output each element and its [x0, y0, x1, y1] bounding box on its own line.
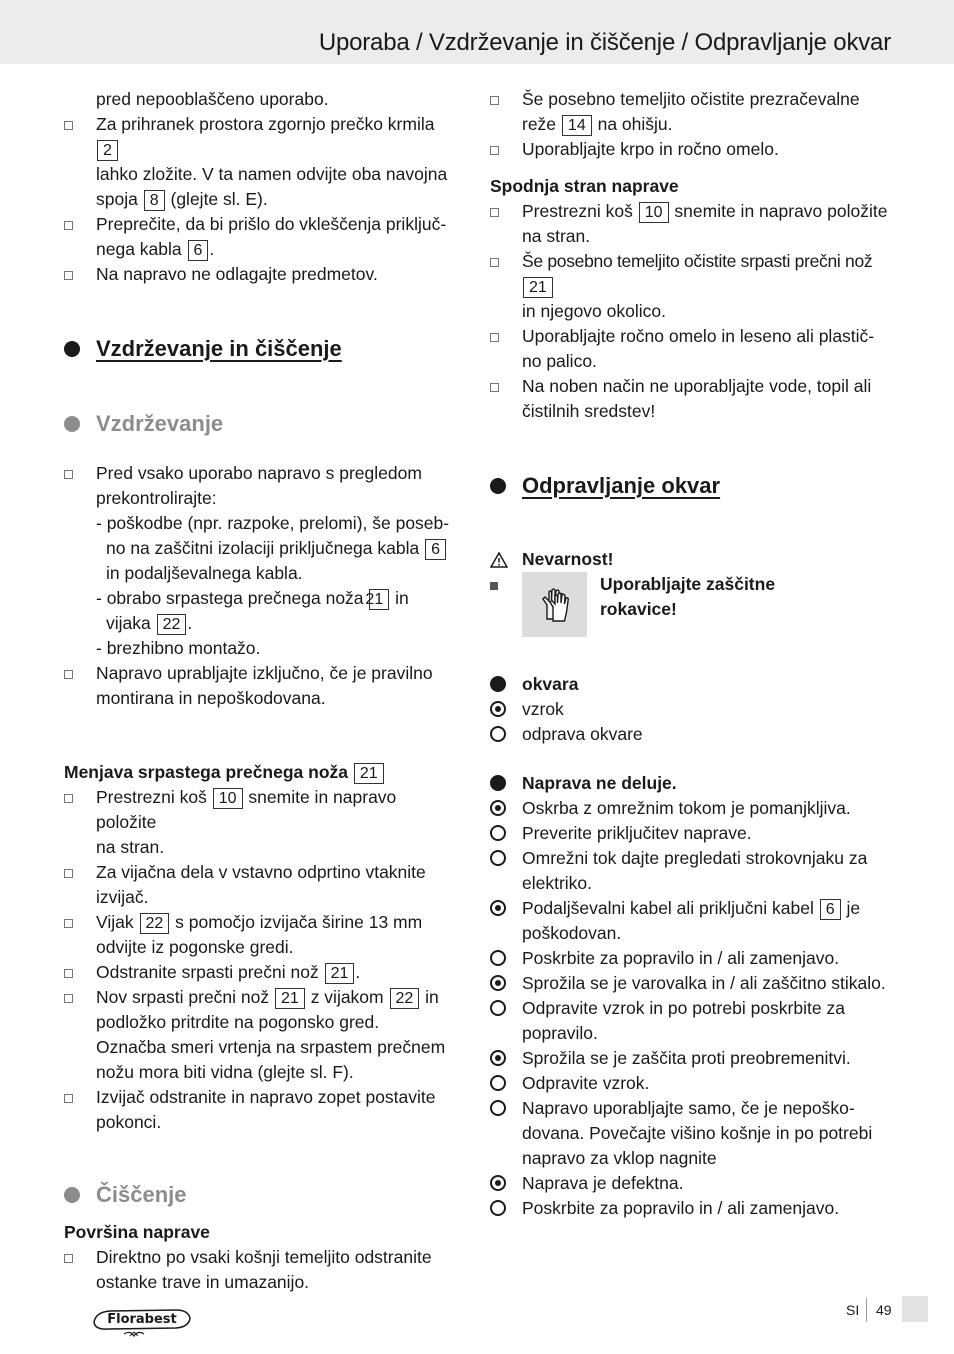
list-item-text: na ohišju. [597, 114, 673, 134]
list-item [64, 985, 454, 1085]
footer-divider [866, 1298, 867, 1322]
list-item-text: pokonci. [96, 1112, 162, 1132]
list-item-text: s pomočjo izvijača širine 13 mm [175, 912, 423, 932]
square-bullet-icon [490, 374, 508, 399]
list-item-text: z vijakom [310, 987, 384, 1007]
list-item-text: čistilnih sredstev! [522, 401, 656, 421]
list-item-text: - obrabo srpastega prečnega noža [96, 588, 364, 608]
square-bullet-icon [64, 112, 82, 137]
list-item-text: Prestrezni koš [96, 787, 207, 807]
fix-row [490, 821, 900, 846]
square-bullet-icon [64, 1085, 82, 1110]
subsection-heading [64, 1180, 454, 1210]
gloves-text-line: Uporabljajte zaščitne [600, 574, 776, 594]
part-number-box: 2 [97, 140, 118, 161]
legend-fault [490, 672, 900, 697]
list-item-text: Preprečite, da bi prišlo do vkleščenja priključ- [96, 214, 447, 234]
list-item-text: Nov srpasti prečni nož [96, 987, 270, 1007]
list-item-text: in [395, 588, 409, 608]
fix-ring-icon [490, 825, 506, 841]
fix-ring-icon [490, 850, 506, 866]
list-item-text: Še posebno temeljito očistite prezračevalne [522, 89, 860, 109]
fix-text: Napravo uporabljajte samo, če je nepoško- [522, 1098, 855, 1118]
list-item [64, 910, 454, 960]
square-bullet-icon [490, 324, 508, 349]
legend-text: vzrok [522, 699, 564, 719]
fix-ring-icon [490, 950, 506, 966]
list-item [64, 1245, 454, 1295]
cause-row [490, 896, 900, 946]
cause-text: Podaljševalni kabel ali priključni kabel [522, 898, 814, 918]
list-item [64, 960, 454, 985]
filled-square-bullet-icon [490, 572, 498, 597]
fix-text: elektriko. [522, 873, 593, 893]
list-item-text: Še posebno temeljito očistite srpasti prečni nož [522, 251, 873, 271]
cause-target-icon [490, 1175, 506, 1191]
part-number-box: 21 [354, 763, 384, 784]
square-bullet-icon [490, 199, 508, 224]
square-bullet-icon [64, 960, 82, 985]
list-item [490, 324, 900, 374]
list-item-text: Napravo uprabljajte izključno, če je pravilno [96, 663, 433, 683]
part-number-box: 21 [325, 963, 355, 984]
cause-row [490, 971, 900, 996]
square-bullet-icon [64, 860, 82, 885]
sub-heading: Spodnja stran naprave [490, 176, 679, 196]
left-column [64, 87, 454, 1295]
fix-text: Odpravite vzrok in po potrebi poskrbite za [522, 998, 845, 1018]
part-number-box: 21 [523, 277, 553, 298]
list-item-text: no na zaščitni izolaciji priključnega kabla [106, 538, 420, 558]
cause-text: Oskrba z omrežnim tokom je pomanjkljiva. [522, 798, 851, 818]
list-item [490, 87, 900, 137]
fix-text: dovana. Povečajte višino košnje in po potrebi [522, 1123, 873, 1143]
list-item-text: na stran. [96, 837, 165, 857]
heading-bullet-icon [64, 341, 80, 357]
list-item-text: - brezhibno montažo. [96, 638, 261, 658]
sub-heading: Površina naprave [64, 1222, 210, 1242]
section-heading [64, 334, 454, 364]
list-item-text: spoja [96, 189, 138, 209]
section-heading-text: Vzdrževanje in čiščenje [96, 336, 342, 361]
list-item-text: Na napravo ne odlagajte predmetov. [96, 264, 378, 284]
sub-heading-text: Menjava srpastega prečnega noža [64, 762, 348, 782]
list-item-text: vijaka [106, 613, 151, 633]
list-item-text: Vijak [96, 912, 134, 932]
list-item-text: izvijač. [96, 887, 149, 907]
heading-bullet-icon [64, 1187, 80, 1203]
list-item [64, 212, 454, 262]
list-item-text: Za vijačna dela v vstavno odprtino vtaknite [96, 862, 426, 882]
list-item-text: Prestrezni koš [522, 201, 633, 221]
fix-ring-icon [490, 1000, 506, 1016]
list-item-text: . [187, 613, 193, 633]
list-item [490, 137, 900, 162]
fix-row [490, 1196, 900, 1221]
cause-target-icon [490, 900, 506, 916]
fault-dot-icon [490, 676, 506, 692]
subsection-heading [64, 409, 454, 439]
fix-text: popravilo. [522, 1023, 598, 1043]
cause-row [490, 1171, 900, 1196]
list-item [64, 461, 454, 511]
legend-cause [490, 697, 900, 722]
list-item-text: no palico. [522, 351, 597, 371]
cause-text: Sprožila se je varovalka in / ali zaščitno stikalo. [522, 973, 886, 993]
right-column [490, 87, 900, 1221]
footer-tab [902, 1296, 928, 1322]
gloves-text-line: rokavice! [600, 599, 677, 619]
square-bullet-icon [64, 985, 82, 1010]
list-item [64, 262, 454, 287]
brand-logo [90, 1300, 194, 1347]
warning-text: Nevarnost! [522, 549, 614, 569]
language-code: SI [846, 1302, 860, 1318]
legend-text: odprava okvare [522, 724, 643, 744]
fix-text: Omrežni tok dajte pregledati strokovnjaku za [522, 848, 868, 868]
list-item-text: Označba smeri vrtenja na srpastem prečnem [96, 1037, 446, 1057]
fix-text: Poskrbite za popravilo in / ali zamenjavo. [522, 1198, 840, 1218]
cause-text: Naprava je defektna. [522, 1173, 684, 1193]
list-item-text: Za prihranek prostora zgornjo prečko krmila [96, 114, 435, 134]
fix-ring-icon [490, 1100, 506, 1116]
list-item-text: lahko zložite. V ta namen odvijte oba navojna [96, 164, 448, 184]
part-number-box: 8 [144, 190, 165, 211]
list-item-text: Pred vsako uporabo napravo s pregledom [96, 463, 422, 483]
list-item-text: montirana in nepoškodovana. [96, 688, 326, 708]
cause-target-icon [490, 701, 506, 717]
fix-row [490, 846, 900, 896]
square-bullet-icon [490, 137, 508, 162]
part-number-box: 6 [425, 539, 446, 560]
page-title: Uporaba / Vzdrževanje in čiščenje / Odpravljanje okvar [318, 29, 891, 56]
list-item [64, 661, 454, 711]
subsection-heading-text: Vzdrževanje [96, 411, 224, 436]
list-item [64, 112, 454, 212]
fix-text: napravo za vklop nagnite [522, 1148, 717, 1168]
brand-logo-text: Florabest [107, 1312, 177, 1327]
list-item [64, 87, 454, 112]
heading-bullet-icon [490, 478, 506, 494]
part-number-box: 10 [213, 788, 243, 809]
list-item-text: Na noben način ne uporabljajte vode, topil ali [522, 376, 872, 396]
list-item-text: - poškodbe (npr. razpoke, prelomi), še poseb- [96, 513, 450, 533]
warning-row [490, 547, 900, 572]
cause-row [490, 796, 900, 821]
heading-bullet-icon [64, 416, 80, 432]
sub-list-item [64, 511, 454, 536]
list-item-text: snemite in napravo položite [674, 201, 888, 221]
list-item-text: na stran. [522, 226, 591, 246]
square-bullet-icon [64, 1245, 82, 1270]
list-item [64, 1085, 454, 1135]
list-item-text: pred nepooblaščeno uporabo. [96, 89, 329, 109]
sub-list-item [64, 611, 454, 636]
cause-text: poškodovan. [522, 923, 622, 943]
sub-heading [64, 760, 454, 785]
sub-list-item [64, 586, 454, 611]
square-bullet-icon [490, 249, 508, 274]
list-item-text: prekontrolirajte: [96, 488, 217, 508]
legend-fix [490, 722, 900, 747]
cause-row [490, 1046, 900, 1071]
square-bullet-icon [64, 785, 82, 810]
part-number-box: 10 [639, 202, 669, 223]
sub-list-item [64, 536, 454, 586]
fix-row [490, 1071, 900, 1096]
section-heading-text: Odpravljanje okvar [522, 473, 721, 498]
part-number-box: 22 [390, 988, 420, 1009]
square-bullet-icon [64, 661, 82, 686]
square-bullet-icon [64, 262, 82, 287]
list-item-text: ostanke trave in umazanijo. [96, 1272, 310, 1292]
legend-text: okvara [522, 674, 579, 694]
fix-ring-icon [490, 1200, 506, 1216]
part-number-box: 21 [275, 988, 305, 1009]
list-item-text: in podaljševalnega kabla. [106, 563, 303, 583]
cause-text: je [846, 898, 861, 918]
fix-ring-icon [490, 726, 506, 742]
square-bullet-icon [64, 212, 82, 237]
gloves-icon [522, 572, 587, 637]
list-item [490, 374, 900, 424]
part-number-box: 22 [157, 614, 187, 635]
list-item-text: . [209, 239, 215, 259]
fault-text: Naprava ne deluje. [522, 773, 677, 793]
list-item-text: Direktno po vsaki košnji temeljito odstranite [96, 1247, 432, 1267]
list-item-text: in [425, 987, 439, 1007]
list-item [490, 199, 900, 249]
list-item-text: nožu mora biti vidna (glejte sl. F). [96, 1062, 354, 1082]
list-item-text: podložko pritrdite na pogonsko gred. [96, 1012, 380, 1032]
fix-row [490, 996, 900, 1046]
sub-list-item [64, 636, 454, 661]
part-number-box: 6 [188, 240, 209, 261]
fix-row [490, 1096, 900, 1171]
section-heading [490, 471, 900, 501]
list-item-text: Uporabljajte krpo in ročno omelo. [522, 139, 779, 159]
fix-text: Poskrbite za popravilo in / ali zamenjavo. [522, 948, 840, 968]
fault-dot-icon [490, 775, 506, 791]
cause-target-icon [490, 975, 506, 991]
list-item-text: reže [522, 114, 557, 134]
fix-ring-icon [490, 1075, 506, 1091]
fix-text: Preverite priključitev naprave. [522, 823, 752, 843]
gloves-notice [490, 572, 900, 642]
gloves-text [600, 572, 840, 622]
list-item-text: Odstranite srpasti prečni nož [96, 962, 319, 982]
list-item-text: Izvijač odstranite in napravo zopet postavite [96, 1087, 436, 1107]
list-item-text: snemite in napravo položite [96, 787, 397, 832]
fix-row [490, 946, 900, 971]
list-item-text: nega kabla [96, 239, 182, 259]
part-number-box: 21 [369, 589, 389, 610]
list-item-text: Uporabljajte ročno omelo in leseno ali plastič- [522, 326, 875, 346]
subsection-heading-text: Čiščenje [96, 1182, 187, 1207]
list-item-text: (glejte sl. E). [170, 189, 268, 209]
part-number-box: 14 [562, 115, 592, 136]
part-number-box: 6 [820, 899, 841, 920]
square-bullet-icon [490, 87, 508, 112]
fix-text: Odpravite vzrok. [522, 1073, 650, 1093]
fault-title [490, 771, 900, 796]
list-item [64, 785, 454, 860]
square-bullet-icon [64, 910, 82, 935]
list-item-text: . [355, 962, 361, 982]
part-number-box: 22 [140, 913, 170, 934]
cause-target-icon [490, 800, 506, 816]
page-number: 49 [876, 1302, 892, 1318]
square-bullet-icon [64, 461, 82, 486]
list-item [64, 860, 454, 910]
cause-target-icon [490, 1050, 506, 1066]
list-item-text: in njegovo okolico. [522, 301, 666, 321]
list-item [490, 249, 900, 324]
cause-text: Sprožila se je zaščita proti preobremenitvi. [522, 1048, 851, 1068]
list-item-text: odvijte iz pogonske gredi. [96, 937, 294, 957]
